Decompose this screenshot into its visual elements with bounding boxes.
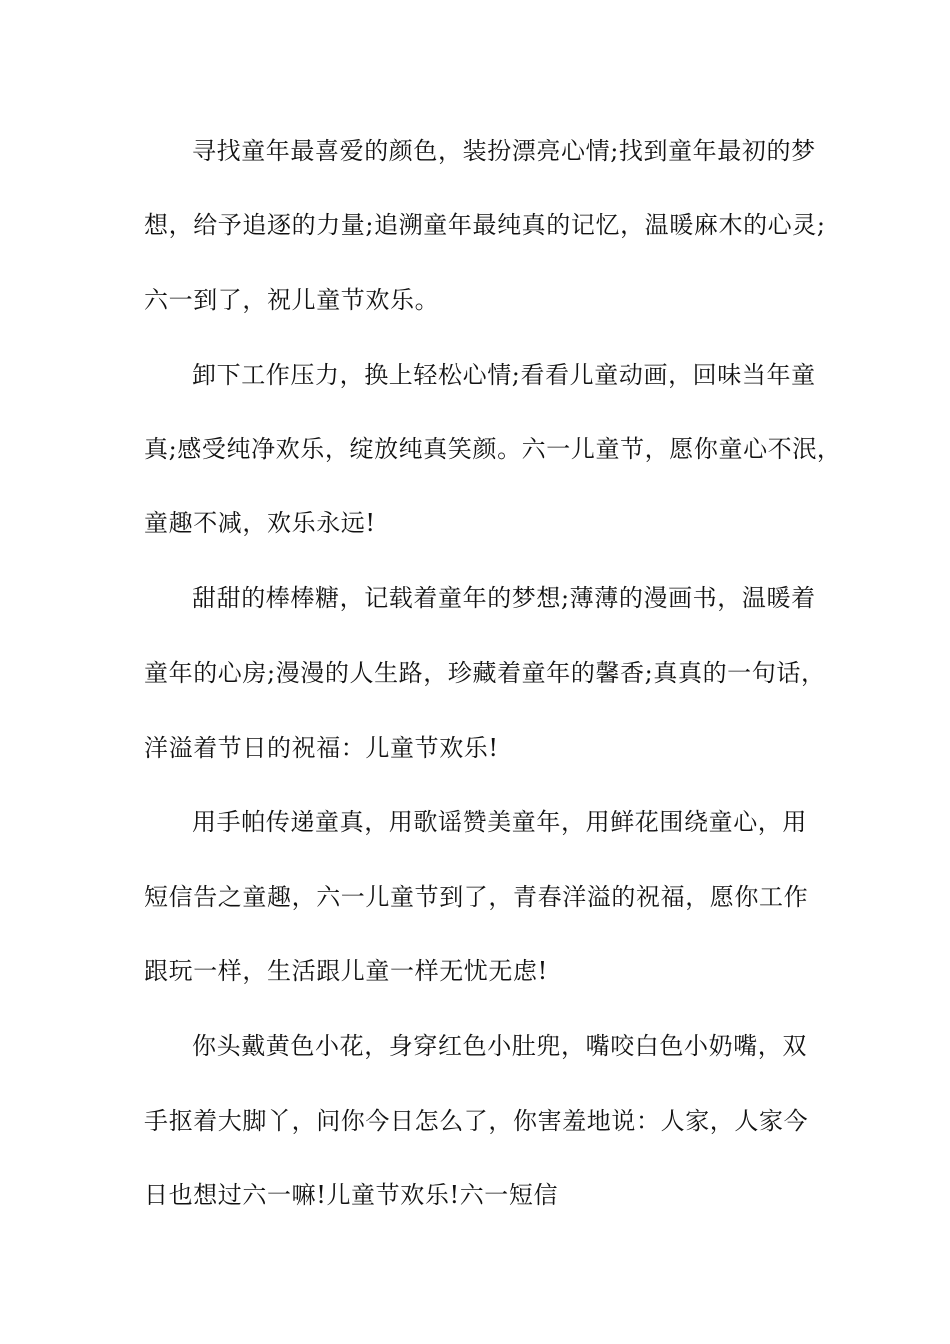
line-text: 想，给予追逐的力量;追溯童年最纯真的记忆，温暖麻木的心灵; <box>144 211 826 239</box>
paragraph-line <box>0 503 950 543</box>
paragraph-line <box>0 1101 950 1141</box>
paragraph-line <box>0 131 950 171</box>
line-text: 寻找童年最喜爱的颜色，装扮漂亮心情;找到童年最初的梦 <box>192 137 816 165</box>
paragraph-line <box>0 951 950 991</box>
line-text: 跟玩一样，生活跟儿童一样无忧无虑! <box>144 957 548 985</box>
paragraph-line <box>0 205 950 245</box>
line-text: 短信告之童趣，六一儿童节到了，青春洋溢的祝福，愿你工作 <box>144 883 809 911</box>
paragraph-line <box>0 578 950 618</box>
line-text: 用手帕传递童真，用歌谣赞美童年，用鲜花围绕童心，用 <box>192 808 807 836</box>
paragraph-line <box>0 1175 950 1215</box>
line-text: 日也想过六一嘛!儿童节欢乐!六一短信 <box>144 1181 559 1209</box>
line-text: 真;感受纯净欢乐，绽放纯真笑颜。六一儿童节，愿你童心不泯， <box>144 435 842 463</box>
line-text: 手抠着大脚丫，问你今日怎么了，你害羞地说：人家，人家今 <box>144 1107 809 1135</box>
paragraph-line <box>0 728 950 768</box>
paragraph-line <box>0 802 950 842</box>
line-text: 你头戴黄色小花，身穿红色小肚兜，嘴咬白色小奶嘴，双 <box>192 1032 807 1060</box>
paragraph-line <box>0 280 950 320</box>
paragraph-line <box>0 653 950 693</box>
line-text: 童年的心房;漫漫的人生路，珍藏着童年的馨香;真真的一句话， <box>144 659 826 687</box>
line-text: 洋溢着节日的祝福：儿童节欢乐! <box>144 734 499 762</box>
line-text: 甜甜的棒棒糖，记载着童年的梦想;薄薄的漫画书，温暖着 <box>192 584 816 612</box>
line-text: 卸下工作压力，换上轻松心情;看看儿童动画，回味当年童 <box>192 361 816 389</box>
line-text: 六一到了，祝儿童节欢乐。 <box>144 286 440 314</box>
paragraph-line <box>0 355 950 395</box>
paragraph-line <box>0 1026 950 1066</box>
paragraph-line <box>0 429 950 469</box>
line-text: 童趣不减，欢乐永远! <box>144 509 376 537</box>
paragraph-line <box>0 877 950 917</box>
